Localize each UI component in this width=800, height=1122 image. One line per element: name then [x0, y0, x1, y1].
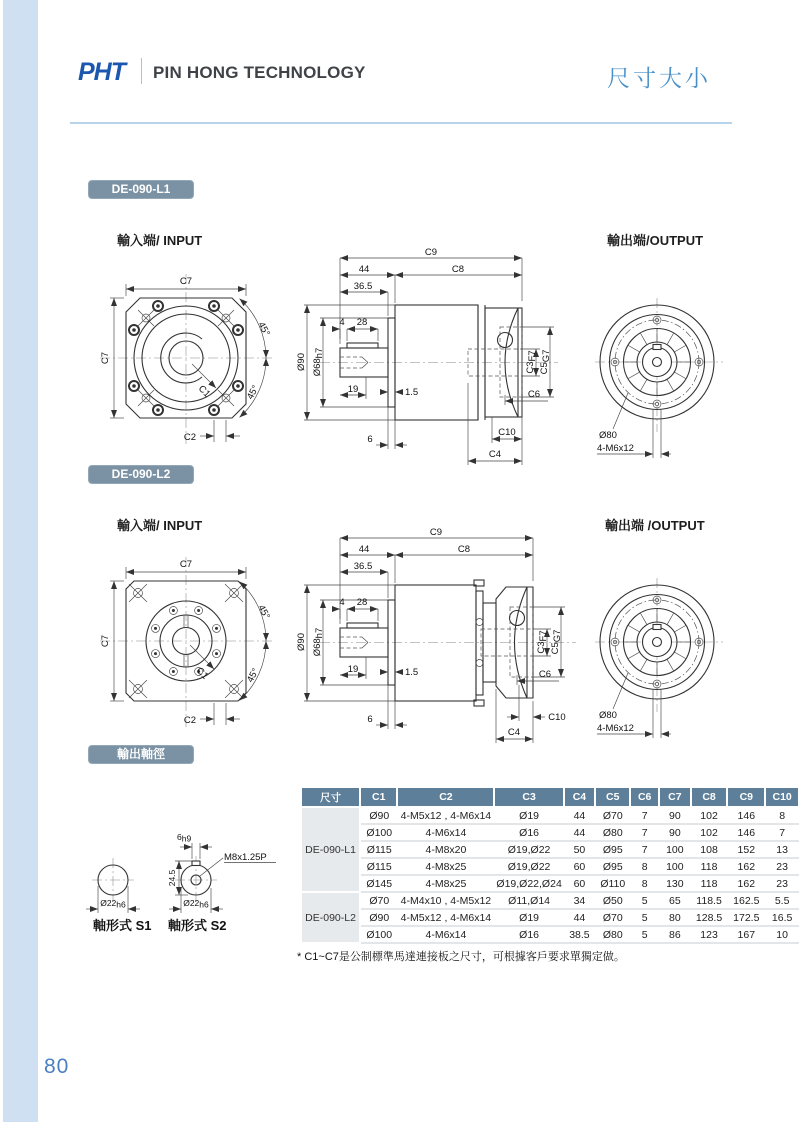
- svg-text:C4: C4: [488, 449, 502, 460]
- value-cell: Ø80: [595, 926, 630, 943]
- svg-text:28: 28: [356, 317, 368, 328]
- svg-text:C5G7: C5G7: [539, 349, 552, 375]
- svg-text:C5G7: C5G7: [550, 629, 563, 655]
- column-header-C4: C4: [564, 787, 595, 807]
- column-header-C6: C6: [630, 787, 658, 807]
- svg-text:45°: 45°: [244, 383, 262, 402]
- dimension-table: [300, 786, 800, 944]
- svg-text:36.5: 36.5: [353, 561, 373, 572]
- svg-text:C8: C8: [451, 264, 465, 275]
- value-cell: 10: [765, 926, 799, 943]
- svg-text:Ø22h6: Ø22h6: [100, 898, 126, 910]
- table-row: [301, 909, 799, 926]
- svg-text:C7: C7: [179, 276, 193, 287]
- company-name: PIN HONG TECHNOLOGY: [153, 63, 366, 82]
- value-cell: Ø16: [494, 824, 563, 841]
- value-cell: Ø95: [595, 841, 630, 858]
- table-row: [301, 858, 799, 875]
- value-cell: 167: [727, 926, 765, 943]
- svg-text:C9: C9: [429, 527, 443, 538]
- l2-input-drawing: [86, 545, 291, 745]
- value-cell: Ø19,Ø22: [494, 858, 563, 875]
- shaft-s2-caption: 軸形式 S2: [168, 918, 227, 933]
- value-cell: 162: [727, 858, 765, 875]
- svg-text:C7: C7: [100, 634, 111, 648]
- value-cell: 65: [659, 892, 691, 909]
- svg-text:C10: C10: [498, 427, 516, 438]
- logo-divider: [141, 58, 142, 84]
- pht-logo: PHT: [78, 58, 125, 86]
- svg-text:C6: C6: [527, 389, 541, 400]
- header-rule: [70, 122, 732, 124]
- svg-text:4: 4: [339, 317, 345, 328]
- svg-text:C7: C7: [179, 559, 193, 570]
- svg-text:6h9: 6h9: [177, 832, 192, 844]
- value-cell: 100: [659, 841, 691, 858]
- value-cell: Ø145: [360, 875, 397, 892]
- value-cell: Ø19,Ø22,Ø24: [494, 875, 563, 892]
- svg-text:C1: C1: [193, 665, 211, 682]
- value-cell: 4-M8x25: [397, 875, 494, 892]
- svg-text:Ø22h6: Ø22h6: [183, 898, 209, 910]
- value-cell: Ø100: [360, 824, 397, 841]
- svg-text:C8: C8: [457, 544, 471, 555]
- value-cell: Ø11,Ø14: [494, 892, 563, 909]
- value-cell: 7: [630, 841, 658, 858]
- value-cell: Ø50: [595, 892, 630, 909]
- value-cell: Ø70: [595, 909, 630, 926]
- svg-text:C6: C6: [538, 669, 552, 680]
- svg-text:28: 28: [356, 597, 368, 608]
- svg-text:C3F7: C3F7: [536, 630, 549, 654]
- left-accent-strip: [3, 0, 38, 1122]
- value-cell: 8: [630, 875, 658, 892]
- column-header-C2: C2: [397, 787, 494, 807]
- value-cell: Ø70: [595, 807, 630, 824]
- table-row: [301, 892, 799, 909]
- svg-text:19: 19: [347, 384, 359, 395]
- table-row: [301, 824, 799, 841]
- l2-output-drawing: [595, 552, 800, 747]
- svg-text:C4: C4: [507, 727, 521, 738]
- value-cell: 23: [765, 858, 799, 875]
- value-cell: 80: [659, 909, 691, 926]
- value-cell: Ø19: [494, 807, 563, 824]
- l1-output-label: 輸出端/OUTPUT: [607, 233, 704, 248]
- value-cell: 16.5: [765, 909, 799, 926]
- svg-text:Ø68h7: Ø68h7: [312, 627, 325, 657]
- value-cell: Ø110: [595, 875, 630, 892]
- value-cell: Ø115: [360, 841, 397, 858]
- value-cell: Ø70: [360, 892, 397, 909]
- svg-text:Ø80: Ø80: [599, 430, 617, 441]
- value-cell: Ø19: [494, 909, 563, 926]
- model-cell: DE-090-L2: [301, 892, 360, 943]
- value-cell: 130: [659, 875, 691, 892]
- column-header-C1: C1: [360, 787, 397, 807]
- table-row: [301, 807, 799, 824]
- svg-text:4-M6x12: 4-M6x12: [597, 723, 634, 734]
- svg-text:Ø80: Ø80: [599, 710, 617, 721]
- value-cell: 128.5: [691, 909, 728, 926]
- value-cell: 146: [727, 807, 765, 824]
- svg-text:C2: C2: [183, 715, 197, 726]
- svg-text:Ø90: Ø90: [296, 353, 307, 371]
- svg-text:44: 44: [358, 544, 370, 555]
- value-cell: 102: [691, 807, 728, 824]
- value-cell: 60: [564, 858, 595, 875]
- svg-text:Ø68h7: Ø68h7: [312, 347, 325, 377]
- svg-text:4: 4: [339, 597, 345, 608]
- column-header-尺寸: 尺寸: [301, 787, 360, 807]
- value-cell: 4-M5x12 , 4-M6x14: [397, 909, 494, 926]
- value-cell: 5.5: [765, 892, 799, 909]
- value-cell: Ø95: [595, 858, 630, 875]
- value-cell: 4-M6x14: [397, 926, 494, 943]
- page-number: 80: [44, 1055, 70, 1078]
- column-header-C8: C8: [691, 787, 728, 807]
- model-cell: DE-090-L1: [301, 807, 360, 892]
- value-cell: 100: [659, 858, 691, 875]
- value-cell: 44: [564, 824, 595, 841]
- value-cell: 4-M6x14: [397, 824, 494, 841]
- model-badge-l2: DE-090-L2: [88, 465, 194, 484]
- l1-input-drawing: [86, 262, 291, 462]
- value-cell: Ø100: [360, 926, 397, 943]
- value-cell: Ø19,Ø22: [494, 841, 563, 858]
- value-cell: 23: [765, 875, 799, 892]
- table-row: [301, 926, 799, 943]
- column-header-C5: C5: [595, 787, 630, 807]
- table-footnote: * C1~C7是公制標準馬達連接板之尺寸，可根據客戶要求單獨定做。: [297, 951, 625, 963]
- value-cell: 172.5: [727, 909, 765, 926]
- value-cell: Ø80: [595, 824, 630, 841]
- l1-input-label: 輸入端/ INPUT: [117, 233, 203, 248]
- shaft-badge: 輸出軸徑: [88, 745, 194, 764]
- value-cell: 8: [765, 807, 799, 824]
- column-header-C7: C7: [659, 787, 691, 807]
- value-cell: 8: [630, 858, 658, 875]
- svg-text:C3F7: C3F7: [525, 350, 538, 374]
- svg-text:44: 44: [358, 264, 370, 275]
- value-cell: 118: [691, 875, 728, 892]
- svg-text:C1: C1: [195, 383, 213, 400]
- svg-text:45°: 45°: [244, 666, 262, 685]
- l1-side-drawing: [296, 243, 568, 475]
- value-cell: 5: [630, 926, 658, 943]
- value-cell: Ø90: [360, 909, 397, 926]
- column-header-C3: C3: [494, 787, 563, 807]
- value-cell: 7: [630, 824, 658, 841]
- table-row: [301, 875, 799, 892]
- svg-text:24.5: 24.5: [167, 869, 177, 887]
- value-cell: 162: [727, 875, 765, 892]
- value-cell: 38.5: [564, 926, 595, 943]
- value-cell: 4-M4x10 , 4-M5x12: [397, 892, 494, 909]
- value-cell: 4-M8x25: [397, 858, 494, 875]
- value-cell: 162.5: [727, 892, 765, 909]
- svg-text:45°: 45°: [255, 320, 272, 339]
- l1-output-drawing: [595, 272, 800, 467]
- value-cell: 86: [659, 926, 691, 943]
- value-cell: 34: [564, 892, 595, 909]
- value-cell: 50: [564, 841, 595, 858]
- value-cell: Ø16: [494, 926, 563, 943]
- value-cell: 152: [727, 841, 765, 858]
- svg-text:1.5: 1.5: [405, 667, 419, 678]
- svg-text:C2: C2: [183, 432, 197, 443]
- svg-text:6: 6: [367, 714, 373, 725]
- value-cell: 60: [564, 875, 595, 892]
- value-cell: 90: [659, 807, 691, 824]
- value-cell: 108: [691, 841, 728, 858]
- svg-text:M8x1.25P: M8x1.25P: [224, 852, 267, 863]
- value-cell: Ø115: [360, 858, 397, 875]
- value-cell: Ø90: [360, 807, 397, 824]
- svg-text:C7: C7: [100, 351, 111, 365]
- value-cell: 102: [691, 824, 728, 841]
- l2-output-label: 輸出端 /OUTPUT: [605, 518, 705, 533]
- model-badge-l1: DE-090-L1: [88, 180, 194, 199]
- value-cell: 90: [659, 824, 691, 841]
- value-cell: 44: [564, 807, 595, 824]
- svg-text:19: 19: [347, 664, 359, 675]
- svg-text:C10: C10: [548, 712, 566, 723]
- value-cell: 146: [727, 824, 765, 841]
- value-cell: 5: [630, 892, 658, 909]
- page-title: 尺寸大小: [607, 65, 711, 91]
- l2-side-drawing: [296, 523, 586, 758]
- value-cell: 118: [691, 858, 728, 875]
- svg-text:36.5: 36.5: [353, 281, 373, 292]
- value-cell: 118.5: [691, 892, 728, 909]
- value-cell: 4-M8x20: [397, 841, 494, 858]
- svg-text:6: 6: [367, 434, 373, 445]
- value-cell: 7: [630, 807, 658, 824]
- value-cell: 13: [765, 841, 799, 858]
- svg-text:Ø90: Ø90: [296, 633, 307, 651]
- column-header-C10: C10: [765, 787, 799, 807]
- svg-text:4-M6x12: 4-M6x12: [597, 443, 634, 454]
- svg-text:1.5: 1.5: [405, 387, 419, 398]
- value-cell: 5: [630, 909, 658, 926]
- shaft-s1-caption: 軸形式 S1: [93, 918, 152, 933]
- l2-input-label: 輸入端/ INPUT: [117, 518, 203, 533]
- value-cell: 123: [691, 926, 728, 943]
- svg-text:C9: C9: [424, 247, 438, 258]
- column-header-C9: C9: [727, 787, 765, 807]
- value-cell: 7: [765, 824, 799, 841]
- svg-text:45°: 45°: [255, 603, 272, 622]
- table-row: [301, 841, 799, 858]
- value-cell: 44: [564, 909, 595, 926]
- value-cell: 4-M5x12 , 4-M6x14: [397, 807, 494, 824]
